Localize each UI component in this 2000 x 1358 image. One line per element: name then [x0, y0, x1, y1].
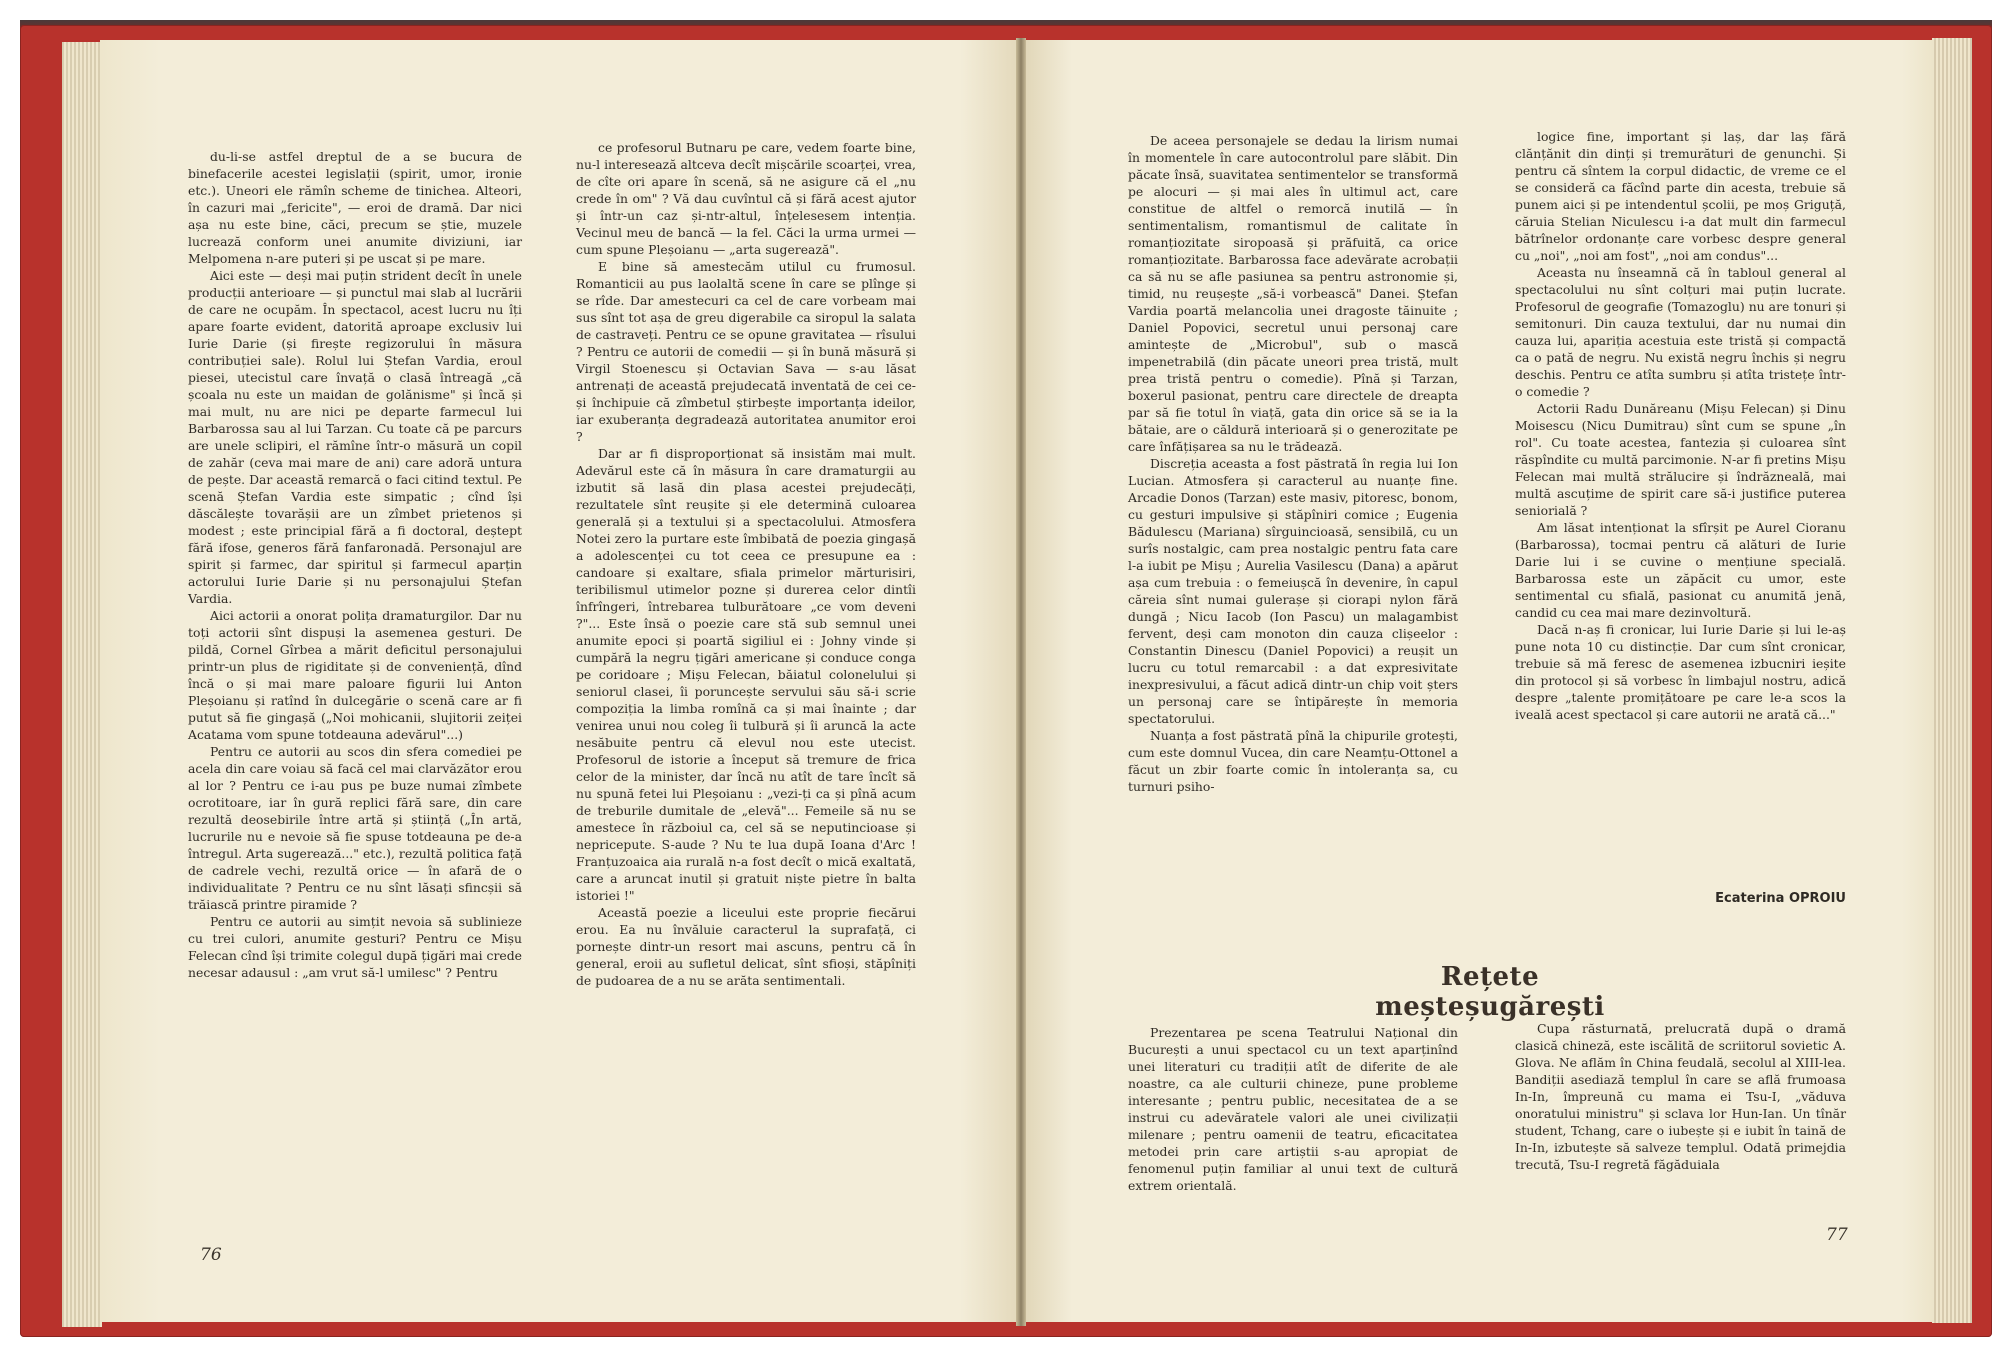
paragraph: logice fine, important și laș, dar laș fără clănțănit din dinți și tremurături de genunchi. Și pentru că sîntem la corpul didactic, de vreme ce el se consideră ca făcînd parte din acesta, trebuie să punem aici și pe intendentul școlii, pe moș Griguță, căruia Stelian Niculescu i-a dat mult din farmecul bătrînelor ordonanțe care vorbesc despre general cu „noi", „noi am fost", „noi am condus"... — [1515, 129, 1846, 263]
paragraph: Aceasta nu înseamnă că în tabloul general al spectacolului nu sînt colțuri mai puțin lucrate. Profesorul de geografie (Tomazoglu) nu are tonuri și semitonuri. Din cauza textului, dar nu numai din cauza lui, apariția acestuia este tristă și compactă ca o pată de negru. Nu există negru închis și negru deschis. Pentru ce atîta sumbru și atîta tristețe într-o comedie ? — [1515, 265, 1846, 399]
paragraph: Dacă n-aș fi cronicar, lui Iurie Darie și lui le-aș pune nota 10 cu distincție. Dar cum sînt cronicar, trebuie să mă feresc de asemenea izbucniri ieșite din protocol și să vorbesc în limbajul nostru, adică despre „talente promițătoare pe care le-a scos la iveală acest spectacol și care autorii ne arată că..." — [1515, 622, 1846, 722]
paragraph: du-li-se astfel dreptul de a se bucura de binefacerile acestei legislații (spirit, umor, ironie etc.). Uneori ele rămîn scheme de tinichea. Alteori, în cazuri mai „fericite", — eroi de dramă. Dar nici așa nu este bine, căci, precum se știe, muzele lucrează conform unei anumite diviziuni, iar Melpomena n-are puteri și pe uscat și pe mare. — [188, 149, 522, 266]
right-page-column-4 — [1515, 1020, 1846, 1173]
paragraph: Prezentarea pe scena Teatrului Național din București a unui spectacol cu un text aparținînd unei literaturi cu tradiții atît de diferite de ale noastre, ca ale culturii chineze, pune probleme interesante ; pentru public, necesitatea de a se instrui cu adevăratele valori ale unei civilizații milenare ; pentru oamenii de teatru, eficacitatea metodei prin care artiștii s-au apropiat de fenomenul puțin familiar al unui text de cultură extrem orientală. — [1128, 1025, 1458, 1193]
paragraph: Actorii Radu Dunăreanu (Mișu Felecan) și Dinu Moisescu (Nicu Dumitrau) sînt cum se spune „în rol". Cu toate acestea, fantezia și culoarea sînt răspîndite cu multă parcimonie. N-ar fi pretins Mișu Felecan mai multă strălucire și îndrăzneală, mai multă ascuțime de spirit care să-i justifice puterea seniorială ? — [1515, 401, 1846, 518]
paragraph: E bine să amestecăm utilul cu frumosul. Romanticii au pus laolaltă scene în care se plînge și se rîde. Dar amestecuri ca cel de care vorbeam mai sus sînt tot așa de greu digerabile ca siropul la salata de castraveți. Pentru ce se opune gravitatea — rîsului ? Pentru ce autorii de comedii — și în bună măsură și Virgil Stoenescu și Octavian Sava — s-au lăsat antrenați de această prejudecată inventată de cei ce-și închipuie că zîmbetul știrbește importanța ideilor, iar exuberanța degradează autoritatea anumitor eroi ? — [576, 259, 916, 444]
right-page-edges — [1932, 38, 1972, 1323]
left-page-column-2 — [576, 139, 916, 989]
paragraph: Dar ar fi disproporționat să insistăm mai mult. Adevărul este că în măsura în care dramaturgii au izbutit să lasă din plasa acestei prejudecăți, rezultatele sînt reușite și ele determină culoarea generală și a textului și a spectacolului. Atmosfera Notei zero la purtare este îmbibată de poezia gingașă a adolescenței cu tot ceea ce presupune ea : candoare și exaltare, sfiala primelor mărturisiri, teribilismul utimelor pozne și durerea celor dintîi înfrîngeri, întrebarea tulburătoare „ce vom deveni ?"... Este însă o poezie care stă sub semnul unei anumite epoci și poartă sigiliul ei : Johny vinde și cumpără la negru țigări americane și conduce conga pe coridoare ; Mișu Felecan, băiatul colonelului și seniorul clasei, îi poruncește servului său să-i scrie compoziția la limba romînă ca și mai înainte ; dar venirea unui nou coleg îi tulbură și îi aruncă la acte nesăbuite pentru că elevul nou este utecist. Profesorul de istorie a început să tremure de frica celor de la minister, dar încă nu atît de tare încît să nu spună fetei lui Pleșoianu : „vezi-ți ca și pînă acum de treburile dumitale de „elevă"... Femeile să nu se amestece în războiul ca, cel să se neputincioase și nepricepute. S-aude ? Nu te lua după Ioana d'Arc ! Franțuzoaica aia rurală n-a fost decît o mică exaltată, care a aruncat inutil și gratuit niște pietre în balta istoriei !" — [576, 446, 916, 903]
paragraph: Pentru ce autorii au scos din sfera comediei pe acela din care voiau să facă cel mai clarvăzător erou al lor ? Pentru ce i-au pus pe buze numai zîmbete ocrotitoare, iar în gură replici fără sare, din care rezultă deosebirile între artă și știință („În artă, lucrurile nu e nevoie să fie spuse totdeauna pe de-a întregul. Arta sugerează..." etc.), rezultă politica față de cadrele vechi, rezultă orice — în afară de o individualitate ? Pentru ce nu sînt lăsați sfincșii să trăiască printre piramide ? — [188, 744, 522, 912]
book-gutter — [1016, 38, 1026, 1326]
left-page-edges — [62, 42, 102, 1327]
right-page-column-1 — [1128, 132, 1458, 795]
paragraph: Nuanța a fost păstrată pînă la chipurile grotești, cum este domnul Vucea, din care Neamțu-Ottonel a făcut un zbir foarte comic în intoleranța sa, cu turnuri psiho- — [1128, 728, 1458, 794]
article-heading: Rețete meșteșugărești — [1375, 962, 1605, 1022]
paragraph: Această poezie a liceului este proprie fiecărui erou. Ea nu învăluie caracterul la suprafață, ci pornește dintr-un resort mai ascuns, pentru că în general, eroii au sufletul delicat, sînt sfioși, stăpîniți de pudoarea de a nu se arăta sentimentali. — [576, 905, 916, 988]
left-page-number: 76 — [200, 1245, 222, 1265]
paragraph: Discreția aceasta a fost păstrată în regia lui Ion Lucian. Atmosfera și caracterul au nuanțe fine. Arcadie Donos (Tarzan) este masiv, pitoresc, bonom, cu gesturi impulsive și stăpîniri comice ; Eugenia Bădulescu (Mariana) sîrguincioasă, sensibilă, cu un surîs nostalgic, cam prea nostalgic pentru fata care l-a iubit pe Mișu ; Aurelia Vasilescu (Dana) a apărut așa cum trebuia : o femeiușcă în devenire, în capul căreia sînt numai gulerașe și ciorapi nylon fără dungă ; Nicu Iacob (Ion Pascu) un malagambist fervent, deși cam monoton din cauza clișeelor : Constantin Dinescu (Daniel Popovici) a reușit un lucru cu totul remarcabil : a dat expresivitate inexpresivului, a făcut adică dintr-un chip voit șters un personaj care se întipărește în memoria spectatorului. — [1128, 456, 1458, 726]
right-page-column-2 — [1515, 128, 1846, 723]
paragraph: Cupa răsturnată, prelucrată după o dramă clasică chineză, este iscălită de scriitorul sovietic A. Glova. Ne aflăm în China feudală, secolul al XIII-lea. Bandiții asediază templul în care se află frumoasa In-In, împreună cu mama ei Tsu-I, „văduva onoratului ministru" și sclava lor Hun-Ian. Un tînăr student, Tchang, care o iubește și e iubit în taină de In-In, izbutește să salveze templul. Odată primejdia trecută, Tsu-I regretă făgăduiala — [1515, 1021, 1846, 1172]
paragraph: Am lăsat intenționat la sfîrșit pe Aurel Cioranu (Barbarossa), tocmai pentru că alături de Iurie Darie lui i se cuvine o mențiune specială. Barbarossa este un zăpăcit cu umor, este sentimental cu sfială, pasionat cu anumită jenă, candid cu cea mai mare dezinvoltură. — [1515, 520, 1846, 620]
paragraph: Aici actorii a onorat polița dramaturgilor. Dar nu toți actorii sînt dispuși la asemenea gesturi. De pildă, Cornel Gîrbea a mărit deficitul personajului printr-un plus de rigiditate și de conveniență, dînd încă o și mai mare paloare figurii lui Anton Pleșoianu și ratînd în dulcegărie o scenă care ar fi putut să fie gingașă („Noi mohicanii, slujitorii zeiței Acatama vom spune totdeauna adevărul"...) — [188, 608, 522, 742]
author-signature: Ecaterina OPROIU — [1715, 891, 1846, 906]
paragraph: Aici este — deși mai puțin strident decît în unele producții anterioare — și punctul mai slab al lucrării de care ne ocupăm. În spectacol, acest lucru nu îți apare foarte evident, datorită aproape exclusiv lui Iurie Darie (și firește regizorului în măsura contribuției sale). Rolul lui Ștefan Vardia, eroul piesei, utecistul care învață o clasă întreagă „că școala nu este un maidan de golănisme" și încă și mai mult, nu are nici pe departe farmecul lui Barbarossa sau al lui Tarzan. Cu toate că pe parcurs are unele sclipiri, el rămîne într-o măsură un copil de zahăr (ceva mai mare de ani) care adoră untura de pește. Dar această remarcă o faci citind textul. Pe scenă Ștefan Vardia este simpatic ; cînd își dăscălește tovarășii are un zîmbet prietenos și modest ; este principial fără a fi doctoral, deștept fără ifose, generos fără fanfaronadă. Personajul are spirit și farmec, dar spiritul și farmecul aparțin actorului Iurie Darie și nu personajului Ștefan Vardia. — [188, 268, 522, 606]
paragraph: De aceea personajele se dedau la lirism numai în momentele în care autocontrolul pare slăbit. Din păcate însă, suavitatea sentimentelor se transformă pe alocuri — și mai ales în ultimul act, care constitue de altfel o remorcă inutilă — în sentimentalism, romantismul de calitate în romanțiozitate siropoasă și prăfuită, ca orice romanțiozitate. Barbarossa face adevărate acrobații ca să nu se afle pasiunea sa pentru astronomie și, timid, nu reușește „să-i vorbească" Danei. Ștefan Vardia poartă melancolia unei dragoste tăinuite ; Daniel Popovici, secretul unui personaj care amintește de „Microbul", sub o mască impenetrabilă (din păcate uneori prea tristă, mult prea tristă pentru o comedie). Pînă și Tarzan, boxerul pasionat, pentru care directele de dreapta par să fie totul în viață, gata din orice să se ia la bătaie, are o căldură interioară și o generozitate pe care înfățișarea sa nu le trădează. — [1128, 133, 1458, 454]
paragraph: ce profesorul Butnaru pe care, vedem foarte bine, nu-l interesează altceva decît mișcările scoarței, vrea, de cîte ori apare în scenă, să ne asigure că el „nu crede în om" ? Vă dau cuvîntul că și fără acest ajutor și într-un caz și-ntr-altul, înțelesesem intenția. Vecinul meu de bancă — la fel. Căci la urma urmei — cum spune Pleșoianu — „arta sugerează". — [576, 140, 916, 257]
left-page-column-1 — [188, 148, 522, 981]
right-page-number: 77 — [1826, 1225, 1848, 1245]
paragraph: Pentru ce autorii au simțit nevoia să sublinieze cu trei culori, anumite gesturi? Pentru ce Mișu Felecan cînd își trimite colegul după țigări mai crede necesar adausul : „am vrut să-l umilesc" ? Pentru — [188, 914, 522, 980]
right-page-column-3 — [1128, 1024, 1458, 1194]
